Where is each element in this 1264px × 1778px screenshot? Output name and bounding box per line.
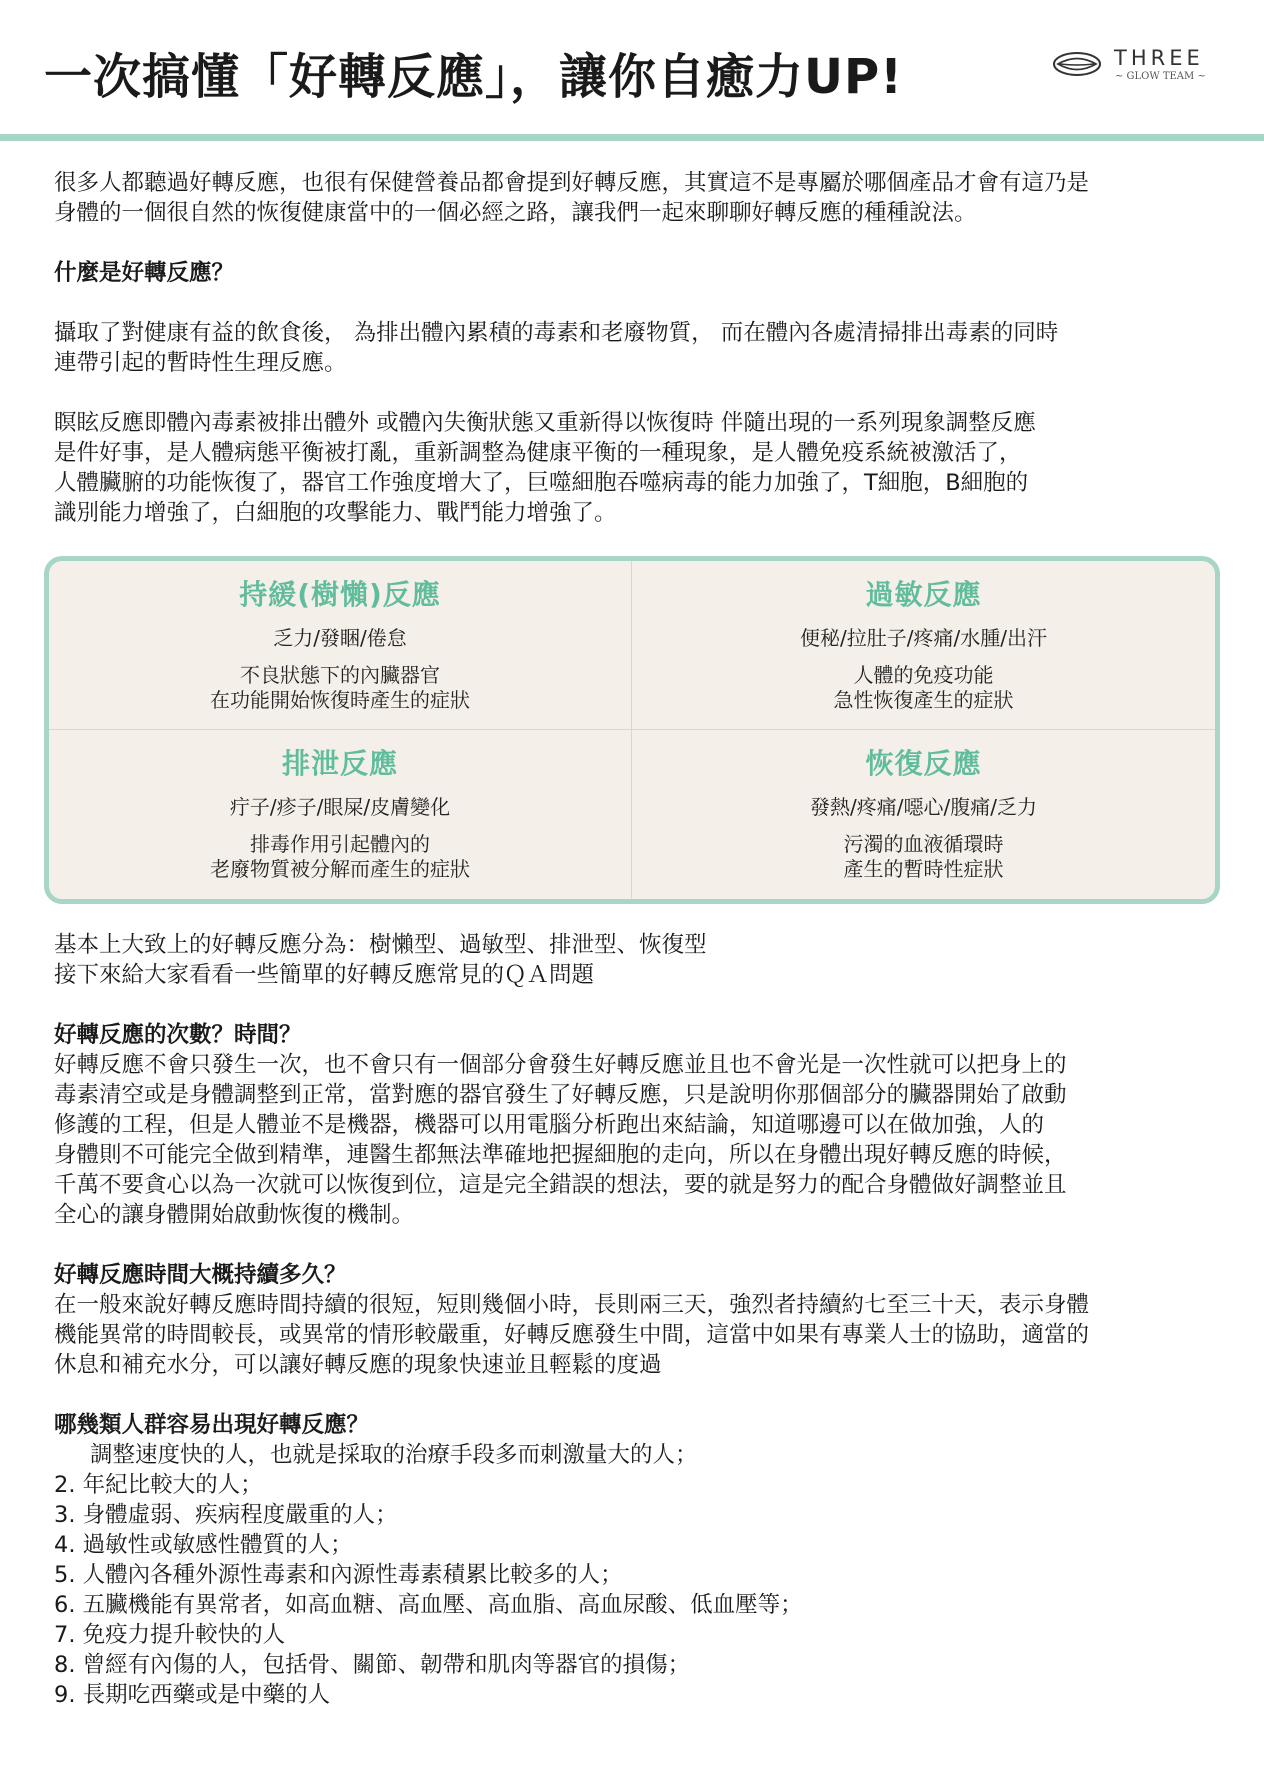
reaction-card <box>49 561 632 730</box>
reaction-description: 不良狀態下的內臟器官 在功能開始恢復時產生的症狀 <box>210 663 470 712</box>
eye-lips-logo-icon <box>1052 50 1106 78</box>
page-title: 一次搞懂「好轉反應」，讓你自癒力UP! <box>44 49 904 105</box>
intro-line: 身體的一個很自然的恢復健康當中的一個必經之路，讓我們一起來聊聊好轉反應的種種說法。 <box>54 200 977 226</box>
intro-line: 很多人都聽過好轉反應，也很有保健營養品都會提到好轉反應，其實這不是專屬於哪個產品才會有這乃是 <box>54 170 1090 196</box>
paragraph-line: 機能異常的時間較長，或異常的情形較嚴重，好轉反應發生中間，這當中如果有專業人士的協助，適當的 <box>54 1322 1090 1348</box>
paragraph-line: 在一般來說好轉反應時間持續的很短，短則幾個小時，長則兩三天，強烈者持續約七至三十天，表示身體 <box>54 1292 1090 1318</box>
paragraph-line: 毒素清空或是身體調整到正常，當對應的器官發生了好轉反應，只是說明你那個部分的臟器開始了啟動 <box>54 1082 1067 1108</box>
article-body <box>54 168 1214 1710</box>
paragraph-line: 瞑眩反應即體內毒素被排出體外 或體內失衡狀態又重新得以恢復時 伴隨出現的一系列現象調整反應 <box>54 410 1036 436</box>
list-item: 4. 過敏性或敏感性體質的人； <box>54 1532 353 1558</box>
logo-wordmark: THREE <box>1114 46 1204 70</box>
paragraph-line: 好轉反應不會只發生一次，也不會只有一個部分會發生好轉反應並且也不會光是一次性就可以把身上的 <box>54 1052 1067 1078</box>
reaction-title: 持緩(樹懶)反應 <box>239 578 441 611</box>
paragraph-line: 識別能力增強了，白細胞的攻擊能力、戰鬥能力增強了。 <box>54 500 617 526</box>
reaction-symptoms: 便秘/拉肚子/疼痛/水腫/出汗 <box>800 626 1047 650</box>
list-item: 9. 長期吃西藥或是中藥的人 <box>54 1682 331 1708</box>
paragraph-line: 人體臟腑的功能恢復了，器官工作強度增大了，巨噬細胞吞噬病毒的能力加強了，T細胞，B細胞的 <box>54 470 1029 496</box>
list-item: 7. 免疫力提升較快的人 <box>54 1622 286 1648</box>
reaction-symptoms: 疔子/疹子/眼屎/皮膚變化 <box>229 795 451 819</box>
reaction-title: 排泄反應 <box>281 747 398 780</box>
paragraph-line: 連帶引起的暫時性生理反應。 <box>54 350 347 376</box>
paragraph-line: 是件好事，是人體病態平衡被打亂，重新調整為健康平衡的一種現象，是人體免疫系統被激活了， <box>54 440 1022 466</box>
list-item: 8. 曾經有內傷的人，包括骨、關節、韌帶和肌肉等器官的損傷； <box>54 1652 691 1678</box>
reaction-symptoms: 乏力/發睏/倦怠 <box>273 626 407 650</box>
reaction-title: 過敏反應 <box>865 578 982 611</box>
list-item: 3. 身體虛弱、疾病程度嚴重的人； <box>54 1502 398 1528</box>
paragraph-line: 全心的讓身體開始啟動恢復的機制。 <box>54 1202 415 1228</box>
brand-logo <box>1052 44 1206 84</box>
list-item: 6. 五臟機能有異常者，如高血糖、高血壓、高血脂、高血尿酸、低血壓等； <box>54 1592 803 1618</box>
reaction-title: 恢復反應 <box>865 747 982 780</box>
section-heading: 什麼是好轉反應？ <box>54 260 235 286</box>
paragraph-line: 千萬不要貪心以為一次就可以恢復到位，這是完全錯誤的想法，要的就是努力的配合身體做好調整並且 <box>54 1172 1067 1198</box>
reaction-types-grid <box>44 556 1220 904</box>
qa-heading: 哪幾類人群容易出現好轉反應？ <box>54 1412 370 1438</box>
list-item: 2. 年紀比較大的人； <box>54 1472 263 1498</box>
paragraph-line: 休息和補充水分，可以讓好轉反應的現象快速並且輕鬆的度過 <box>54 1352 662 1378</box>
summary-line: 接下來給大家看看一些簡單的好轉反應常見的ＱＡ問題 <box>54 962 595 988</box>
qa-heading: 好轉反應時間大概持續多久？ <box>54 1262 347 1288</box>
reaction-description: 污濁的血液循環時 產生的暫時性症狀 <box>843 832 1004 881</box>
logo-subtitle: ~ GLOW TEAM ~ <box>1115 71 1206 82</box>
reaction-card <box>632 561 1215 730</box>
reaction-description: 人體的免疫功能 急性恢復產生的症狀 <box>833 663 1014 712</box>
paragraph-line: 攝取了對健康有益的飲食後， 為排出體內累積的毒素和老廢物質， 而在體內各處清掃排出毒素的同時 <box>54 320 1059 346</box>
reaction-card <box>49 730 632 899</box>
reaction-card <box>632 730 1215 899</box>
list-item: 調整速度快的人，也就是採取的治療手段多而刺激量大的人； <box>90 1442 698 1468</box>
header-divider <box>0 134 1264 141</box>
list-item: 5. 人體內各種外源性毒素和內源性毒素積累比較多的人； <box>54 1562 623 1588</box>
reaction-description: 排毒作用引起體內的 老廢物質被分解而產生的症狀 <box>210 832 470 881</box>
paragraph-line: 修護的工程，但是人體並不是機器，機器可以用電腦分析跑出來結論，知道哪邊可以在做加強，人的 <box>54 1112 1045 1138</box>
qa-heading: 好轉反應的次數？時間？ <box>54 1022 302 1048</box>
paragraph-line: 身體則不可能完全做到精準，連醫生都無法準確地把握細胞的走向，所以在身體出現好轉反應的時候， <box>54 1142 1067 1168</box>
summary-line: 基本上大致上的好轉反應分為：樹懶型、過敏型、排泄型、恢復型 <box>54 932 707 958</box>
header <box>0 0 1264 134</box>
reaction-symptoms: 發熱/疼痛/噁心/腹痛/乏力 <box>810 795 1037 819</box>
